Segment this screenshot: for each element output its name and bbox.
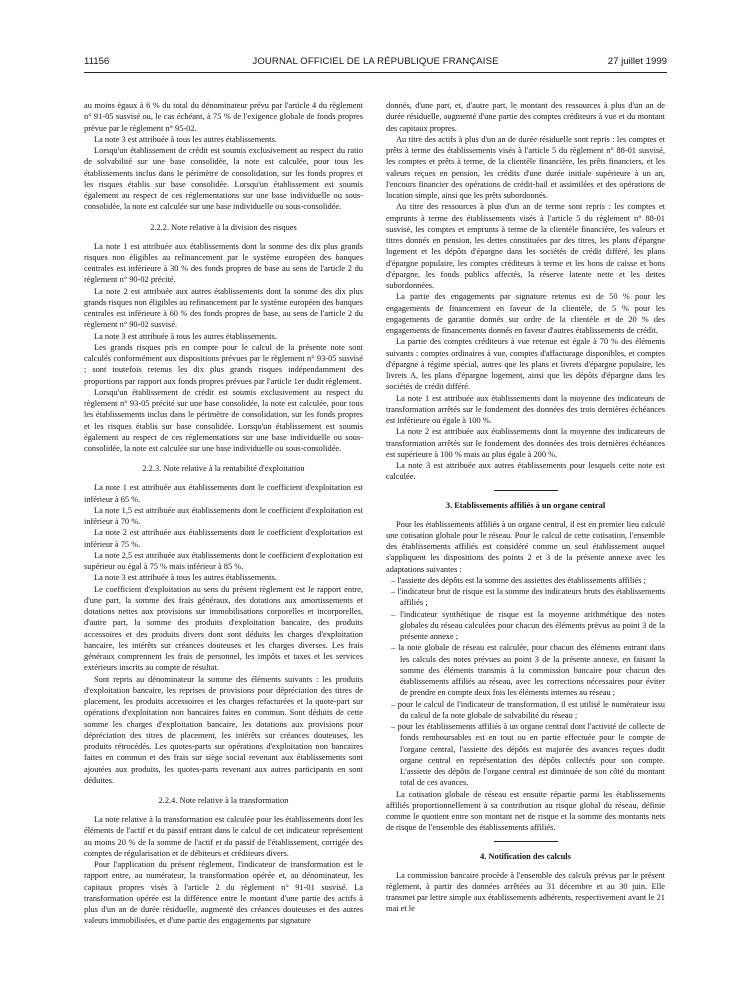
paragraph: La commission bancaire procède à l'ensemble des calculs prévus par le présent règlement, à partir des données arrêtées au 31 décembre et au 30 juin. Elle transmet par lettre simple aux établissements adhérents, respectivement avant le 21 mai et le (386, 870, 665, 914)
list-item: – l'indicateur synthétique de risque est la moyenne arithmétique des notes globales du réseau calculées pour chacun des éléments prévus au point 3 de la présente annexe ; (386, 609, 665, 643)
paragraph: Lorsqu'un établissement de crédit est soumis exclusivement au respect du ratio de solvabilité sur une base consolidée, la note est calculée, pour tous les établissements inclus dans le périmètre de consolidation, sur les fonds propres et les risques établis sur base consolidée. Lorsqu'un établissement est soumis également au respect de ces réglementations sur une base individuelle ou sous-consolidée, la note est calculée sur une base individuelle ou sous-consolidée. (84, 146, 363, 212)
paragraph: La note 3 est attribuée à tous les autres établissements. (94, 573, 277, 583)
right-column (386, 100, 665, 915)
paragraph: La note 2 est attribuée aux autres établissements dont la somme des dix plus grands risques non éligibles au refinancement par le système européen des banques centrales est inférieure à 60 % des fonds propres de base, au sens de l'article 2 du règlement n° 90-02 susvisé. (84, 286, 363, 330)
paragraph: La note 3 est attribuée à tous les autres établissements. (94, 134, 277, 144)
publication-date: 27 juillet 1999 (607, 56, 667, 67)
paragraph: La note 2,5 est attribuée aux établissements dont le coefficient d'exploitation est supérieur ou égal à 75 % mais inférieur à 85 %. (84, 550, 363, 571)
section-heading-2-2-4: 2.2.4. Note relative à la transformation (158, 796, 289, 805)
paragraph: La note 1,5 est attribuée aux établissements dont le coefficient d'exploitation est inférieur à 70 %. (84, 505, 363, 526)
paragraph: La note 1 est attribuée aux établissements dont la somme des dix plus grands risques non éligibles au refinancement par le système européen des banques centrales est inférieure à 30 % des fonds propres de base au sens de l'article 2 du règlement n° 90-02 précité. (84, 241, 363, 285)
section-heading-2-2-2: 2.2.2. Note relative à la division des risques (150, 222, 297, 232)
paragraph: La note 1 est attribuée aux établissements dont la moyenne des indicateurs de transformation arrêtés sur le fondement des données des trois dernières échéances est inférieure ou égale à 100 %. (386, 393, 665, 425)
paragraph: Au titre des ressources à plus d'un an de terme sont repris : les comptes et emprunts à terme des établissements visés à l'article 5 du règlement n° 88-01 susvisé, les comptes et emprunts à terme de la clientèle financière, les valeurs et titres donnés en pension, les dettes constituées par des titres, les plans d'épargne logement et les dépôts d'épargne dans les sociétés de crédit différé, les plans d'épargne populaire, les comptes créditeurs à terme et les bons de caisse et bons d'épargne, les fonds publics affectés, la réserve latente nette et les dettes subordonnées. (386, 202, 665, 290)
page-number: 11156 (84, 56, 110, 67)
section-heading-3: 3. Etablissements affiliés à un organe central (445, 500, 606, 510)
paragraph: Les grands risques pris en compte pour le calcul de la présente note sont calculés conformément aux dispositions prévues par le règlement n° 93-05 susvisé ; sont toutefois retenus les dix plus grands risques indépendamment des proportions par rapport aux fonds propres prévues par l'article 1er dudit règlement. (84, 342, 363, 386)
paragraph: au moins égaux à 6 % du total du dénominateur prévu par l'article 4 du règlement n° 91-05 susvisé ou, le cas échéant, à 75 % de l'exigence globale de fonds propres prévue par le règlement n° 95-02. (84, 101, 363, 133)
list-item: – pour les établissements affiliés à un organe central dont l'activité de collecte de fonds remboursables est en tout ou en partie effectuée pour le compte de l'organe central, l'assiette des dépôts est majorée des avances reçues dudit organe central en représentation des dépôts collectés pour son compte. L'assiette des dépôts de l'organe central est diminuée de son côté du montant total de ces avances. (386, 721, 665, 789)
paragraph: La note 1 est attribuée aux établissements dont le coefficient d'exploitation est inférieur à 65 %. (84, 483, 363, 504)
page-header (84, 56, 667, 70)
paragraph: La note 2 est attribuée aux établissements dont la moyenne des indicateurs de transformation arrêtés sur le fondement des données des trois dernières échéances est supérieure à 100 % mais au plus égale à 200 %. (386, 427, 665, 459)
section-divider (494, 841, 558, 842)
section-heading-2-2-3: 2.2.3. Note relative à la rentabilité d'exploitation (142, 464, 305, 474)
list-item: – l'indicateur brut de risque est la somme des indicateurs bruts des établissements affiliés ; (386, 586, 665, 609)
list-item: – la note globale de réseau est calculée, pour chacun des éléments entrant dans les calculs des notes prévues au point 3 de la présente annexe, en faisant la somme des éléments transmis à la commission bancaire pour chacun des établissements affiliés au réseau, avec les corrections nécessaires pour éviter de prendre en compte deux fois les éléments internes au réseau ; (386, 642, 665, 698)
paragraph: La note 3 est attribuée aux autres établissements pour lesquels cette note est calculée. (386, 461, 665, 482)
journal-title: JOURNAL OFFICIEL DE LA RÉPUBLIQUE FRANÇAISE (252, 56, 499, 67)
list-item: – l'assiette des dépôts est la somme des assiettes des établissements affiliés ; (386, 575, 665, 586)
paragraph: La note relative à la transformation est calculée pour les établissements dont les éléments de l'actif et du passif entrant dans le calcul de cet indicateur représentent au moins 20 % de la somme de l'actif et du passif de l'établissement, corrigée des comptes de régularisation et de débiteurs et créditeurs divers. (84, 815, 363, 858)
left-column (84, 100, 363, 927)
adaptations-list (386, 575, 665, 789)
section-heading-4: 4. Notification des calculs (480, 851, 571, 861)
header-rule (84, 72, 667, 73)
section-divider (494, 490, 558, 491)
paragraph: La partie des engagements par signature retenus est de 50 % pour les engagements de financement en faveur de la clientèle, de 5 % pour les engagements de garantie donnés sur ordre de la clientèle et de 20 % des engagements de financements donnés en faveur d'autres établissements de crédit. (386, 292, 665, 335)
paragraph: Le coefficient d'exploitation au sens du présent règlement est le rapport entre, d'une part, la somme des frais généraux, des dotations aux amortissements et dotations nettes aux provisions sur immobilisations corporelles et incorporelles, d'autre part, la somme des produits d'exploitation bancaire, des produits accessoires et des produits divers dont sont déduits les charges d'exploitation bancaire, les intérêts sur créances douteuses et les charges diverses. Les frais généraux comprennent les frais de personnel, les impôts et taxes et les services extérieurs inscrits au compte de résultat. (84, 584, 363, 673)
paragraph: Sont repris au dénominateur la somme des éléments suivants : les produits d'exploitation bancaire, les reprises de provisions pour dépréciation des titres de placement, les produits accessoires et les charges refacturées et la quote-part sur opérations d'exploitation non bancaires faites en commun. Sont déduits de cette somme les charges d'exploitation bancaire, les dotations aux provisions pour dépréciation des titres de placement, les intérêts sur créances douteuses, les produits rétrocédés. Les quotes-parts sur opérations d'exploitation non bancaires faites en commun et des frais sur siège social revenant aux établissements sont ajoutées aux produits, les quotes-parts revenant aux autres participants en sont déduites. (84, 674, 363, 785)
paragraph: donnés, d'une part, et, d'autre part, le montant des ressources à plus d'un an de durée résiduelle, augmenté d'une partie des comptes créditeurs à vue et du montant des capitaux propres. (386, 101, 665, 133)
paragraph: La partie des comptes créditeurs à vue retenue est égale à 70 % des éléments suivants : comptes ordinaires à vue, comptes d'affacturage disponibles, et comptes d'épargne à régime spécial, autres que les plans et livrets d'épargne populaire, les livrets A, les plans d'épargne logement, ainsi que les dépôts d'épargne dans les sociétés de crédit différé. (386, 337, 665, 392)
paragraph: Pour les établissements affiliés à un organe central, il est en premier lieu calculé une cotisation globale pour le réseau. Pour le calcul de cette cotisation, l'ensemble des établissements affiliés est considéré comme un seul établissement auquel s'appliquent les dispositions des points 2 et 3 de la présente annexe avec les adaptations suivantes : (386, 519, 665, 574)
paragraph: Lorsqu'un établissement de crédit est soumis exclusivement au respect du règlement n° 93-05 précité sur une base consolidée, la note est calculée, pour tous les établissements inclus dans le périmètre de consolidation, sur les fonds propres et les risques établis sur base consolidée. Lorsqu'un établissement est soumis également au respect de ces réglementations sur une base individuelle ou sous-consolidée, la note est calculée sur une base individuelle ou sous-consolidée. (84, 387, 363, 453)
list-item: – pour le calcul de l'indicateur de transformation, il est utilisé le numérateur issu du calcul de la note globale de solvabilité du réseau ; (386, 699, 665, 722)
paragraph: Pour l'application du présent règlement, l'indicateur de transformation est le rapport entre, au numérateur, la transformation opérée et, au dénominateur, les capitaux propres visés à l'article 2 du règlement n° 91-01 susvisé. La transformation opérée est la différence entre le montant d'une partie des actifs à plus d'un an de durée résiduelle, augmenté des créances douteuses et des autres valeurs immobilisées, et d'une partie des engagements par signature (84, 860, 363, 926)
paragraph: Au titre des actifs à plus d'un an de durée résiduelle sont repris : les comptes et prêts à terme des établissements visés à l'article 5 du règlement n° 88-01 susvisé, les comptes et prêts à terme, de la clientèle financière, les prêts financiers, et les valeurs reçues en pension, les crédits d'une durée initiale supérieure à un an, l'encours financier des opérations de crédit-bail et assimilées et des opérations de location simple, ainsi que les prêts subordonnés. (386, 134, 665, 200)
paragraph: La note 2 est attribuée aux établissements dont le coefficient d'exploitation est inférieur à 75 %. (84, 528, 363, 549)
paragraph: La cotisation globale de réseau est ensuite répartie parmi les établissements affiliés proportionnellement à sa contribution au risque global du réseau, définie comme le quotient entre son montant net de risque et la somme des montants nets de risque de l'ensemble des établissements affiliés. (386, 789, 665, 833)
paragraph: La note 3 est attribuée à tous les autres établissements. (94, 331, 277, 341)
